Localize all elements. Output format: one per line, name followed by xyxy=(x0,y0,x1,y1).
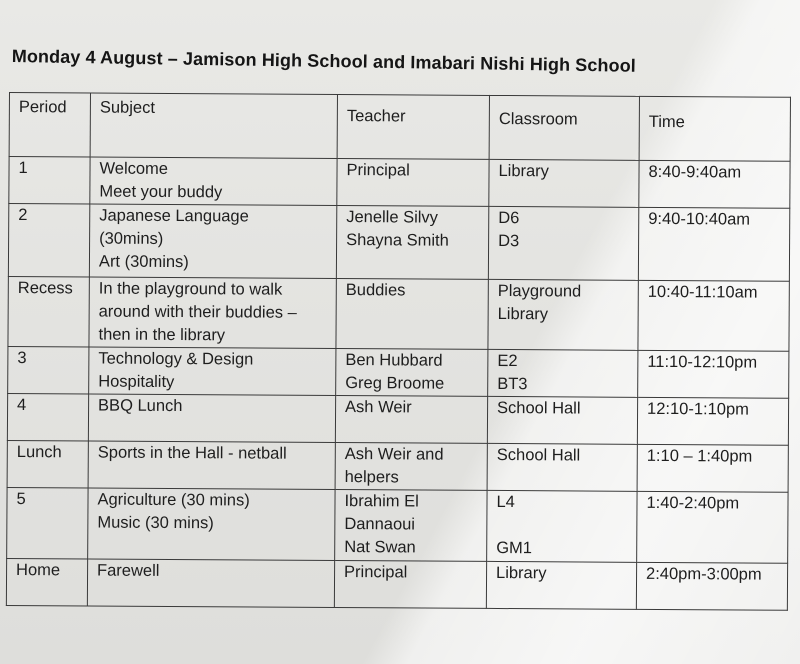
header-row xyxy=(9,93,790,162)
classroom-cell xyxy=(487,443,637,491)
time-cell: 10:40-11:10am xyxy=(638,280,789,351)
header-period: Period xyxy=(9,93,90,157)
teacher-cell xyxy=(336,279,488,350)
teacher-cell xyxy=(335,443,487,491)
period-cell: Lunch xyxy=(7,440,88,487)
classroom-line: L4 xyxy=(496,492,515,512)
teacher-cell xyxy=(336,206,488,280)
header-classroom: Classroom xyxy=(489,95,639,160)
table-row xyxy=(8,204,789,282)
subject-line: Japanese Language xyxy=(99,206,249,226)
classroom-cell xyxy=(488,349,638,397)
subject-line: Technology & Design xyxy=(98,349,254,369)
subject-cell xyxy=(88,441,335,490)
classroom-line: Playground xyxy=(497,281,582,301)
subject-cell xyxy=(89,204,336,279)
classroom-cell xyxy=(488,279,638,350)
table-row xyxy=(6,558,787,610)
time-cell: 12:10-1:10pm xyxy=(637,397,788,445)
classroom-cell xyxy=(489,159,639,207)
time-cell: 1:40-2:40pm xyxy=(637,491,788,563)
time-cell: 11:10-12:10pm xyxy=(638,350,789,398)
subject-line: then in the library xyxy=(98,325,226,345)
subject-line: around with their buddies – xyxy=(98,302,297,322)
subject-line: Agriculture (30 mins) xyxy=(97,490,250,510)
teacher-cell xyxy=(337,159,489,207)
teacher-cell xyxy=(336,349,488,397)
teacher-line: Ibrahim El xyxy=(344,492,419,511)
period-cell: Recess xyxy=(8,276,89,346)
subject-cell xyxy=(88,394,335,443)
subject-line: Welcome xyxy=(99,159,169,178)
teacher-line: helpers xyxy=(344,468,399,487)
subject-line: Sports in the Hall - netball xyxy=(97,443,287,463)
subject-cell xyxy=(89,347,336,396)
classroom-line: D3 xyxy=(498,231,520,251)
teacher-line: Nat Swan xyxy=(344,538,416,557)
classroom-line: School Hall xyxy=(497,398,581,418)
period-cell: 2 xyxy=(8,204,89,277)
teacher-cell xyxy=(335,489,487,561)
classroom-spacer xyxy=(496,514,628,538)
classroom-line: Library xyxy=(496,563,547,583)
classroom-line: Library xyxy=(497,304,549,324)
subject-cell xyxy=(87,559,334,608)
teacher-line: Buddies xyxy=(345,281,406,300)
period-cell: 1 xyxy=(9,157,90,204)
classroom-cell xyxy=(487,396,637,444)
header-teacher: Teacher xyxy=(337,95,489,160)
page-title: Monday 4 August – Jamison High School and Imabari Nishi High School xyxy=(11,46,637,76)
subject-line: Art (30mins) xyxy=(98,252,189,272)
table-row xyxy=(7,393,788,445)
period-cell: 3 xyxy=(8,346,89,393)
subject-cell xyxy=(89,277,336,349)
header-subject: Subject xyxy=(90,93,337,159)
teacher-line: Jenelle Silvy xyxy=(346,208,439,227)
period-cell: 4 xyxy=(7,393,88,440)
subject-line: Hospitality xyxy=(98,372,175,392)
table-row xyxy=(7,440,788,492)
subject-line: Farewell xyxy=(97,561,160,580)
classroom-line: Library xyxy=(498,161,550,181)
table-row xyxy=(7,487,788,563)
teacher-line: Principal xyxy=(344,563,408,582)
subject-line: In the playground to walk xyxy=(98,279,283,299)
subject-line: Meet your buddy xyxy=(99,182,223,202)
classroom-cell xyxy=(487,490,637,562)
time-cell: 2:40pm-3:00pm xyxy=(636,562,787,610)
teacher-line: Ben Hubbard xyxy=(345,351,443,370)
teacher-line: Shayna Smith xyxy=(346,231,449,250)
classroom-line: D6 xyxy=(498,208,520,228)
teacher-line: Dannaoui xyxy=(344,515,416,534)
period-cell: Home xyxy=(6,558,87,605)
classroom-line: School Hall xyxy=(496,445,581,465)
classroom-line: E2 xyxy=(497,351,518,371)
classroom-cell xyxy=(488,206,638,280)
period-cell: 5 xyxy=(7,487,88,558)
teacher-line: Greg Broome xyxy=(345,374,445,393)
teacher-cell xyxy=(335,396,487,444)
teacher-line: Principal xyxy=(346,161,410,180)
table-row xyxy=(8,346,789,398)
classroom-cell xyxy=(486,561,636,609)
time-cell: 1:10 – 1:40pm xyxy=(637,444,788,492)
teacher-cell xyxy=(334,560,486,608)
teacher-line: Ash Weir xyxy=(345,398,412,417)
time-cell: 9:40-10:40am xyxy=(638,207,789,281)
table-row xyxy=(9,157,790,209)
classroom-line: GM1 xyxy=(496,538,533,558)
time-cell: 8:40-9:40am xyxy=(639,160,790,208)
teacher-line: Ash Weir and xyxy=(344,445,444,464)
header-time: Time xyxy=(639,96,790,161)
subject-line: BBQ Lunch xyxy=(98,396,183,416)
table-row xyxy=(8,276,789,351)
subject-cell xyxy=(88,488,335,561)
classroom-line: BT3 xyxy=(497,374,528,394)
schedule-table xyxy=(6,92,791,611)
subject-cell xyxy=(90,157,337,206)
subject-line: Music (30 mins) xyxy=(97,513,214,533)
subject-line: (30mins) xyxy=(99,229,164,248)
